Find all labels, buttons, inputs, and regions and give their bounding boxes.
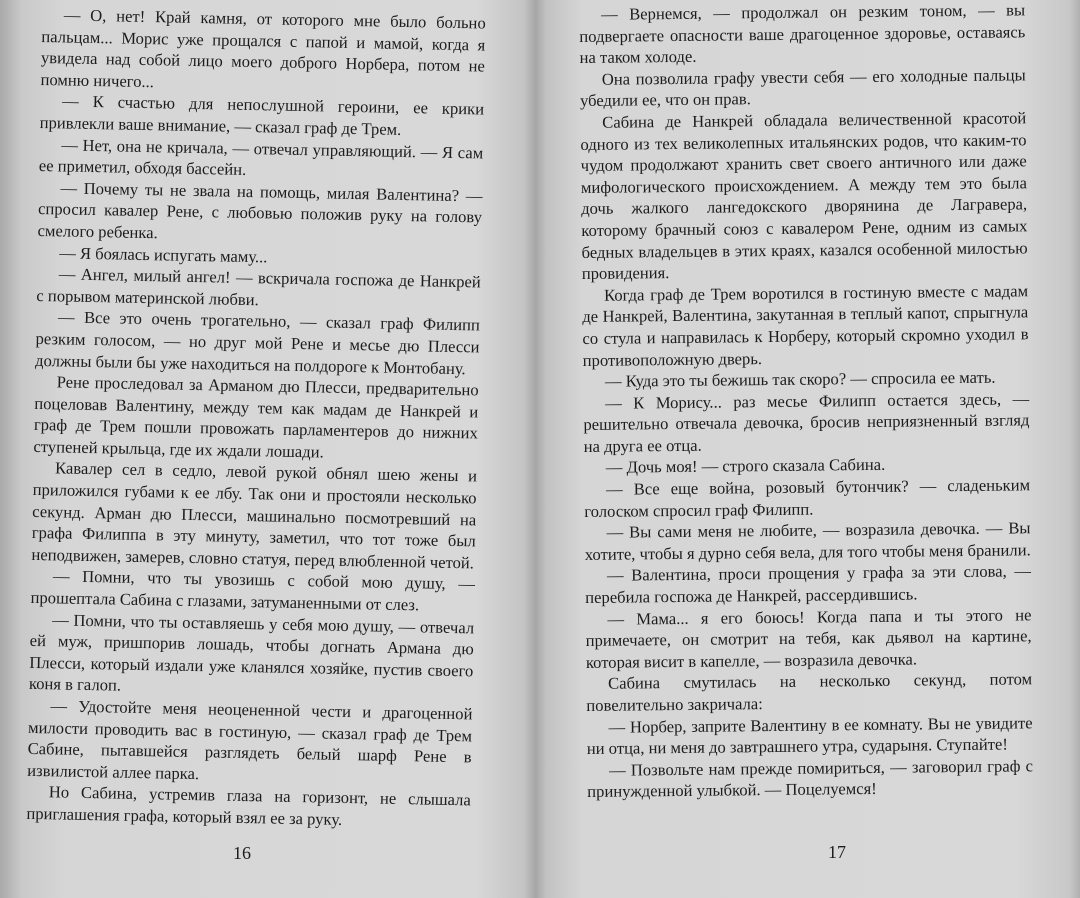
paragraph: — Почему ты не звала на помощь, милая Валентина? — спросил кавалер Рене, с любовью положив руку на голову смелого ребенка. — [37, 178, 483, 243]
paragraph: Кавалер сел в седло, левой рукой обнял шею жены и приложился губами к ее лбу. Так они и простояли несколько секунд. Арман дю Плесси, машинально посмотревший на графа Филиппа в эту минуту, заметил, что тот тоже был неподвижен, замерев, словно статуя, перед влюбленной четой. — [31, 458, 478, 573]
paragraph: — Позвольте нам прежде помириться, — заговорил граф с принужденной улыбкой. — Поцелуемся! — [587, 756, 1034, 802]
paragraph: — Вы сами меня не любите, — возразила девочка. — Вы хотите, чтобы я дурно себя вела, для того чтобы меня бранили. — [584, 518, 1031, 564]
paragraph: — Помни, что ты увозишь с собой мою душу, — прошептала Сабина с глазами, затуманенными от слез. — [30, 566, 476, 615]
page-number: 16 — [233, 843, 251, 863]
paragraph: Когда граф де Трем воротился в гостиную вместе с мадам де Нанкрей, Валентина, закутанная в теплый капот, спрыгнула со стула и направилась к Норберу, который скромно уходил в противоположную дверь. — [582, 281, 1029, 370]
paragraph: — К Морису... раз месье Филипп остается здесь, — решительно отвечала девочка, бросив неприязненный взгляд на друга ее отца. — [583, 388, 1030, 456]
paragraph: — Нет, она не кричала, — отвечал управляющий. — Я сам ее приметил, обходя бассейн. — [38, 134, 484, 180]
paragraph: Сабина смутилась на несколько секунд, потом повелительно закричала: — [586, 669, 1033, 715]
paragraph: — Вернемся, — продолжал он резким тоном, — вы подвергаете опасности ваше драгоценное здоровье, оставаясь на таком холоде. — [579, 0, 1026, 68]
paragraph: — Ангел, милый ангел! — вскричала госпожа де Нанкрей с порывом материнской любви. — [36, 264, 481, 309]
paragraph: — Мама... я его боюсь! Когда папа и ты этого не примечаете, он смотрит на тебя, как дьявол на картине, которая висит в капелле, — возразила девочка. — [585, 604, 1032, 672]
page-number: 17 — [828, 842, 846, 862]
paragraph: — Все еще война, розовый бутончик? — сладеньким голоском спросил граф Филипп. — [584, 475, 1031, 521]
paragraph: Но Сабина, устремив глаза на горизонт, не слышала приглашения графа, который взял ее за руку. — [26, 782, 471, 829]
paragraph: — Все это очень трогательно, — сказал граф Филипп резким голосом, — но друг мой Рене и месье дю Плесси должны были бы уже находиться на полдороге к Монтобану. — [34, 307, 481, 378]
paragraph: — Куда это ты бежишь так скоро? — спросила ее мать. — [604, 367, 996, 391]
paragraph: Рене проследовал за Арманом дю Плесси, предварительно поцеловав Валентину, между тем как мадам де Нанкрей и граф де Трем пошли провожать парламентеров до нижних ступеней крыльца, где их ждали лошади. — [33, 372, 479, 462]
paragraph: — Удостойте меня неоцененной чести и драгоценной милости проводить вас в гостиную, — сказал граф де Трем Сабине, пытавшейся разглядеть белый шарф Рене в извилистой аллее парка. — [27, 696, 473, 783]
paragraph: — Дочь моя! — строго сказала Сабина. — [605, 455, 886, 478]
paragraph: Она позволила графу увести себя — его холодные пальцы убедили ее, что он прав. — [579, 65, 1026, 111]
left-page — [0, 0, 535, 898]
right-page-text — [579, 0, 1033, 803]
paragraph: — Норбер, заприте Валентину в ее комнату. Вы не увидите ни отца, ни меня до завтрашнего утра, сударыня. Ступайте! — [586, 712, 1033, 759]
right-page — [545, 0, 1080, 898]
paragraph: — Помни, что ты оставляешь у себя мою душу, — отвечал ей муж, пришпорив лошадь, чтобы догнать Армана дю Плесси, который издали уже кланялся хозяйке, пустив своего коня в галоп. — [28, 609, 475, 696]
paragraph: — О, нет! Край камня, от которого мне было больно пальцам... Морис уже прощался с папой и мамой, когда я увидела над собой лицо моего доброго Норбера, потом не помню ничего... — [40, 5, 486, 91]
left-page-text — [26, 4, 486, 833]
paragraph: — К счастью для непослушной героини, ее крики привлекли ваше внимание, — сказал граф де Трем. — [39, 91, 485, 139]
paragraph: — Валентина, проси прощения у графа за эти слова, — перебила госпожа де Нанкрей, рассердившись. — [585, 561, 1032, 607]
paragraph: — Я боялась испугать маму... — [59, 242, 268, 266]
paragraph: Сабина де Нанкрей обладала величественной красотой одного из тех великолепных итальянских родов, что каким-то чудом продолжают хранить свет своего античного или даже мифологического происхождением. А между тем это была дочь жалкого лангедокского дворянина де Лагравера, которому брачный союз с кавалером Рене, одним из самых бедных владельцев в этих краях, казался особенной милостью провидения. — [580, 108, 1028, 284]
